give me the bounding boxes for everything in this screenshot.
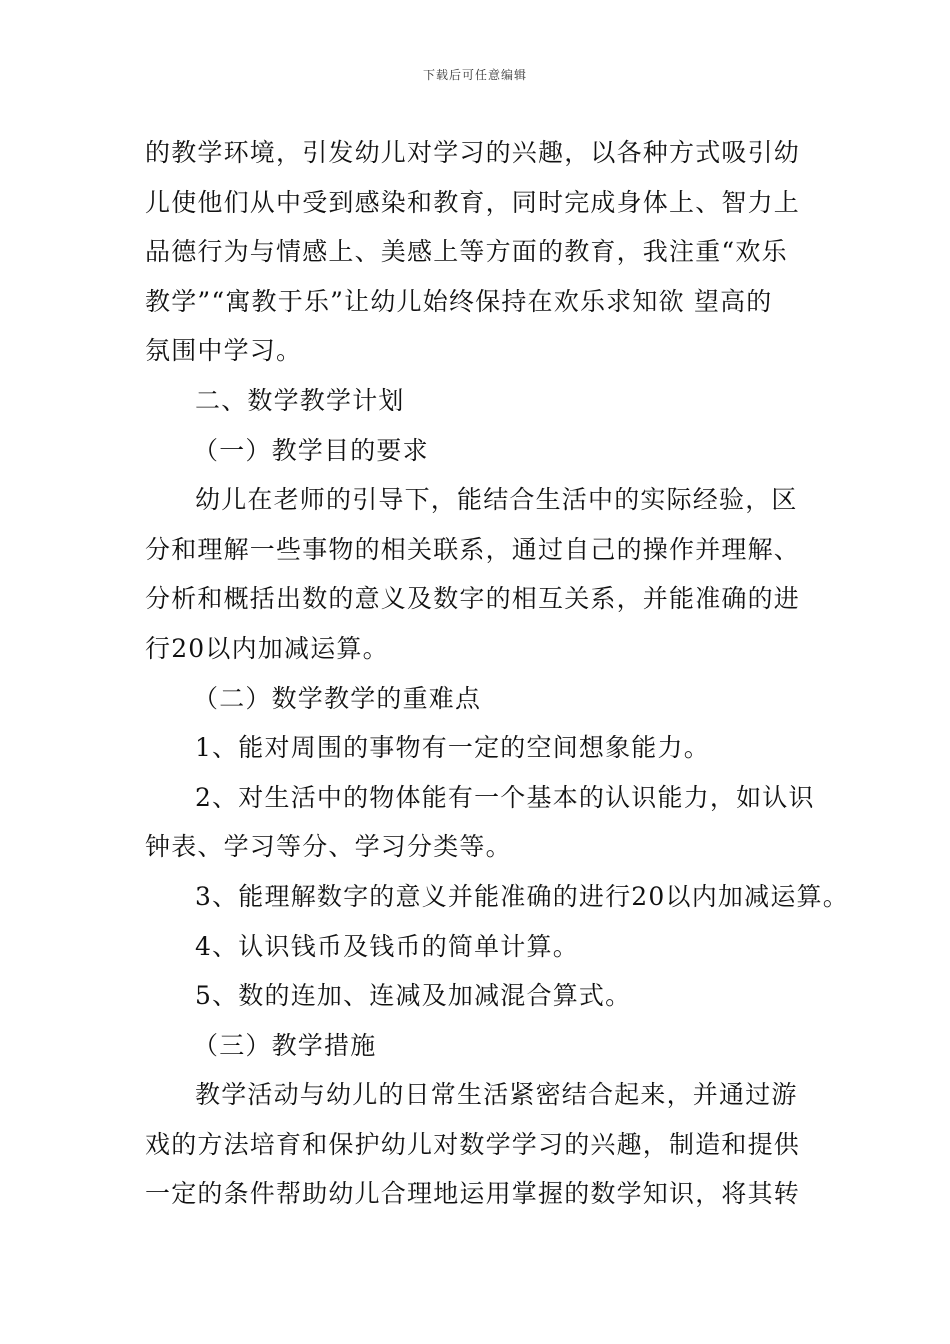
text-line: 教学活动与幼儿的日常生活紧密结合起来，并通过游 <box>195 1080 798 1110</box>
text-line: 分和理解一些事物的相关联系，通过自己的操作并理解、 <box>145 534 801 564</box>
document-body <box>145 128 849 1219</box>
text-line: 一定的条件帮助幼儿合理地运用掌握的数学知识，将其转 <box>145 1179 801 1209</box>
text-line: 儿使他们从中受到感染和教育，同时完成身体上、智力上 <box>145 187 801 217</box>
list-item: 2、对生活中的物体能有一个基本的认识能力，如认识 <box>195 782 815 812</box>
text-line: 钟表、学习等分、学习分类等。 <box>145 832 512 862</box>
text-line: 教学”“寓教于乐”让幼儿始终保持在欢乐求知欲 望高的 <box>145 286 773 316</box>
text-line: 的教学环境，引发幼儿对学习的兴趣，以各种方式吸引幼 <box>145 138 801 167</box>
page-header: 下载后可任意编辑 <box>422 68 527 82</box>
list-item: 1、能对周围的事物有一定的空间想象能力。 <box>195 733 710 763</box>
text-line: 戏的方法培育和保护幼儿对数学学习的兴趣，制造和提供 <box>145 1129 801 1159</box>
text-line: 品德行为与情感上、美感上等方面的教育，我注重“欢乐 <box>145 237 788 267</box>
list-item: 5、数的连加、连减及加减混合算式。 <box>195 981 632 1011</box>
text-line: 氛围中学习。 <box>145 336 303 366</box>
subsection-heading: （二）数学教学的重难点 <box>193 683 482 713</box>
list-item: 3、能理解数字的意义并能准确的进行20以内加减运算。 <box>195 881 849 911</box>
subsection-heading: （三）教学措施 <box>193 1030 377 1060</box>
text-line: 行20以内加减运算。 <box>145 633 389 663</box>
subsection-heading: （一）教学目的要求 <box>193 435 429 465</box>
text-line: 分析和概括出数的意义及数字的相互关系，并能准确的进 <box>145 584 801 614</box>
text-line: 幼儿在老师的引导下，能结合生活中的实际经验，区 <box>195 485 798 515</box>
list-item: 4、认识钱币及钱币的简单计算。 <box>195 931 579 961</box>
section-heading: 二、数学教学计划 <box>195 385 405 415</box>
